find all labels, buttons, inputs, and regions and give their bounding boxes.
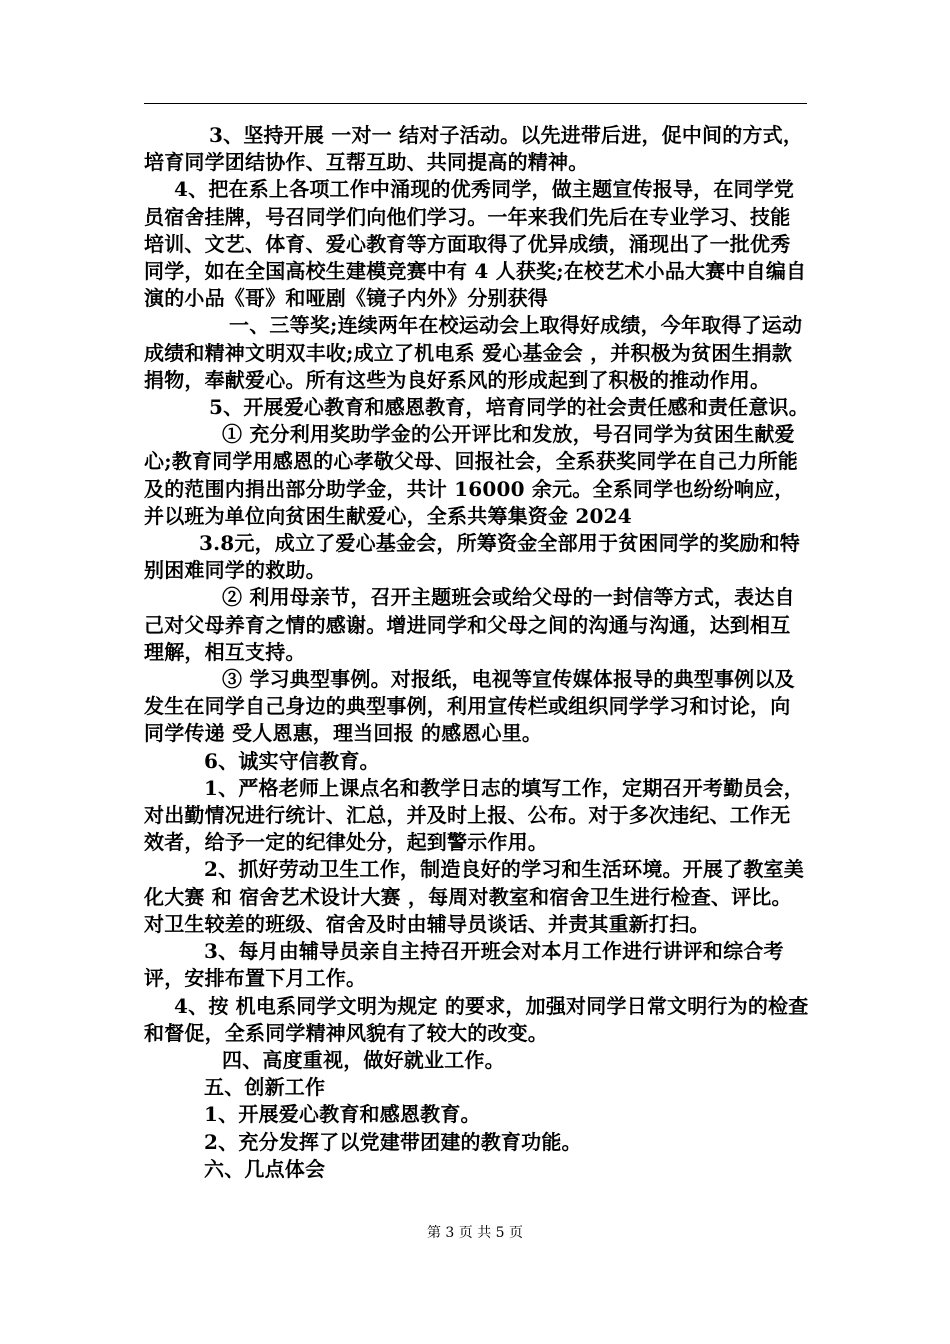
document-body xyxy=(144,122,810,1183)
page-number-footer: 第 3 页 共 5 页 xyxy=(426,1225,524,1241)
paragraph-9: 6、诚实守信教育。 xyxy=(204,748,380,773)
paragraph-3: 一、三等奖;连续两年在校运动会上取得好成绩，今年取得了运动成绩和精神文明双丰收;成立了机电系 爱心基金会 ，并积极为贫困生捐款捐物，奉献爱心。所有这些为良好系风的形成起到了积极的推动作用。 xyxy=(144,313,803,392)
paragraph-13: 4、按 机电系同学文明为规定 的要求，加强对同学日常文明行为的检查和督促，全系同学精神风貌有了较大的改变。 xyxy=(144,993,809,1045)
paragraph-1: 3、坚持开展 一对一 结对子活动。以先进带后进，促中间的方式，培育同学团结协作、互帮互助、共同提高的精神。 xyxy=(144,123,804,175)
paragraph-18: 六、几点体会 xyxy=(204,1156,326,1181)
paragraph-8: ③ 学习典型事例。对报纸，电视等宣传媒体报导的典型事例以及发生在同学自己身边的典型事例，利用宣传栏或组织同学学习和讨论，向同学传递 受人恩惠，理当回报 的感恩心里。 xyxy=(144,667,795,746)
paragraph-12: 3、每月由辅导员亲自主持召开班会对本月工作进行讲评和综合考评，安排布置下月工作。 xyxy=(144,939,784,991)
paragraph-17: 2、充分发挥了以党建带团建的教育功能。 xyxy=(204,1129,582,1154)
paragraph-15: 五、创新工作 xyxy=(204,1075,326,1100)
paragraph-11: 2、抓好劳动卫生工作，制造良好的学习和生活环境。开展了教室美化大赛 和 宿舍艺术设计大赛 ，每周对教室和宿舍卫生进行检查、评比。对卫生较差的班级、宿舍及时由辅导员谈话、并责其重新打扫。 xyxy=(144,857,804,936)
paragraph-16: 1、开展爱心教育和感恩教育。 xyxy=(204,1102,481,1127)
paragraph-4: 5、开展爱心教育和感恩教育，培育同学的社会责任感和责任意识。 xyxy=(209,395,809,420)
paragraph-7: ② 利用母亲节，召开主题班会或给父母的一封信等方式，表达自己对父母养育之情的感谢。增进同学和父母之间的沟通与沟通，达到相互理解，相互支持。 xyxy=(144,585,795,664)
paragraph-2: 4、把在系上各项工作中涌现的优秀同学，做主题宣传报导，在同学党员宿舍挂牌，号召同学们向他们学习。一年来我们先后在专业学习、技能培训、文艺、体育、爱心教育等方面取得了优异成绩，涌现出了一批优秀同学，如在全国高校生建模竞赛中有 4 人获奖;在校艺术小品大赛中自编自演的小品《哥》和哑剧《镜子内外》分别获得 xyxy=(144,177,807,311)
paragraph-14: 四、高度重视，做好就业工作。 xyxy=(222,1047,505,1072)
paragraph-10: 1、严格老师上课点名和教学日志的填写工作，定期召开考勤员会，对出勤情况进行统计、汇总，并及时上报、公布。对于多次违纪、工作无效者，给予一定的纪律处分，起到警示作用。 xyxy=(144,775,804,855)
header-rule xyxy=(144,103,807,104)
paragraph-5: ① 充分利用奖助学金的公开评比和发放，号召同学为贫困生献爱心;教育同学用感恩的心孝敬父母、回报社会，全系获奖同学在自己力所能及的范围内捐出部分助学金，共计 16000 余元。全系同学也纷纷响应，并以班为单位向贫困生献爱心，全系共筹集资金 2024 xyxy=(144,422,798,528)
paragraph-6: 3.8元，成立了爱心基金会，所筹资金全部用于贫困同学的奖励和特别困难同学的救助。 xyxy=(144,531,800,583)
